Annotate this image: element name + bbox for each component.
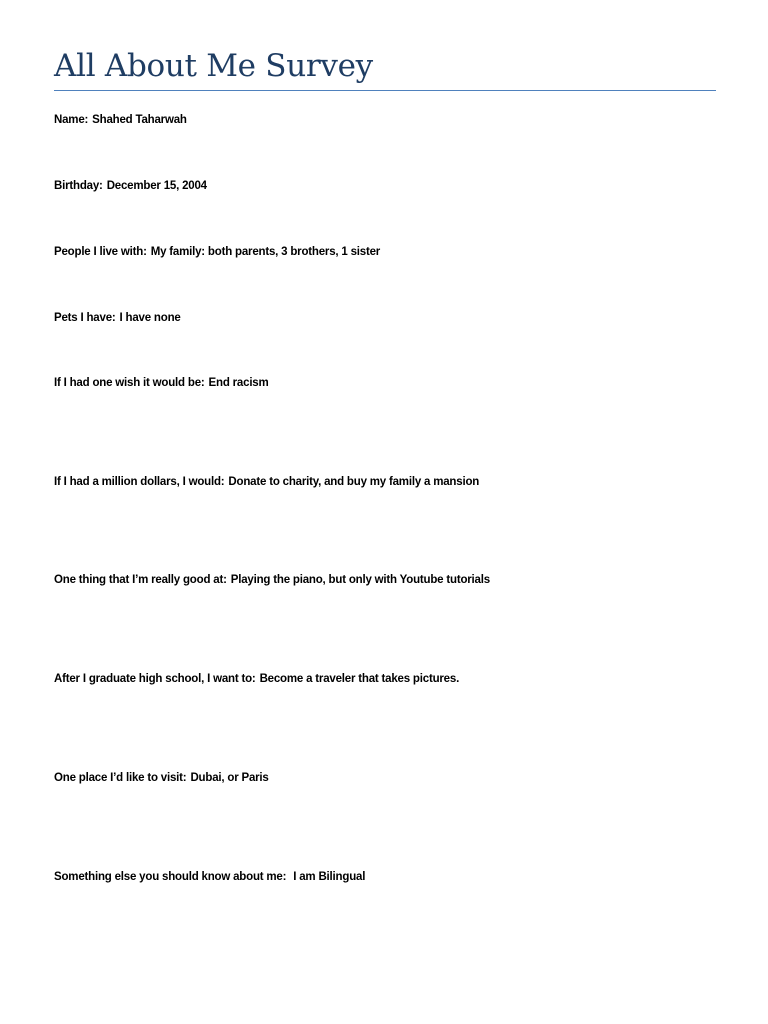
survey-item-people [54, 244, 380, 260]
answer-text: End racism [208, 377, 269, 389]
question-label: Pets I have: [54, 312, 116, 324]
question-label: People I live with: [54, 246, 147, 258]
survey-item-million-dollars [54, 474, 479, 490]
question-label: Something else you should know about me: [54, 871, 287, 883]
answer-text: Shahed Taharwah [92, 114, 187, 126]
survey-item-name [54, 112, 187, 128]
question-label: If I had one wish it would be: [54, 377, 205, 389]
question-label: If I had a million dollars, I would: [54, 476, 225, 488]
page-title: All About Me Survey [54, 48, 373, 84]
question-label: One place I’d like to visit: [54, 772, 187, 784]
survey-item-birthday [54, 178, 207, 194]
question-label: Birthday: [54, 180, 103, 192]
answer-text: Donate to charity, and buy my family a mansion [228, 476, 480, 488]
survey-item-after-graduation [54, 671, 459, 687]
question-label: One thing that I’m really good at: [54, 574, 227, 586]
survey-item-good-at [54, 572, 490, 588]
question-label: After I graduate high school, I want to: [54, 673, 256, 685]
title-underline [54, 90, 716, 91]
survey-item-something-else [54, 869, 365, 885]
answer-text: Become a traveler that takes pictures. [259, 673, 460, 685]
question-label: Name: [54, 114, 89, 126]
answer-text: I am Bilingual [290, 871, 366, 883]
answer-text: I have none [119, 312, 181, 324]
answer-text: Playing the piano, but only with Youtube tutorials [230, 574, 490, 586]
answer-text: My family: both parents, 3 brothers, 1 sister [150, 246, 381, 258]
answer-text: December 15, 2004 [106, 180, 207, 192]
survey-item-place-to-visit [54, 770, 269, 786]
survey-item-wish [54, 375, 269, 391]
survey-item-pets [54, 310, 181, 326]
answer-text: Dubai, or Paris [190, 772, 269, 784]
